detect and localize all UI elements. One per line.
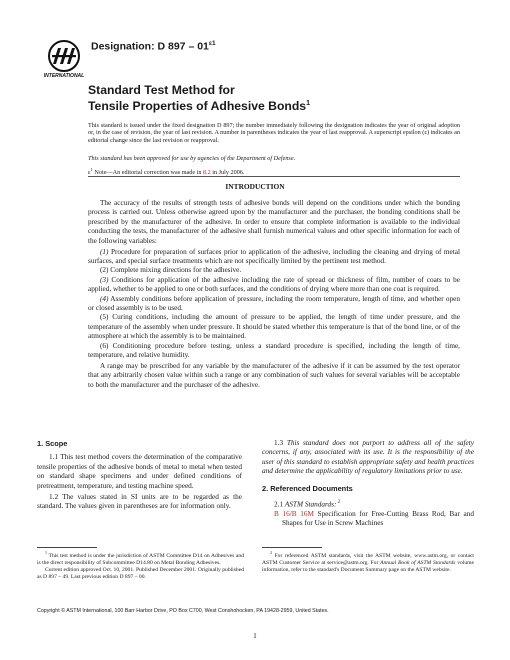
scope-1-3: 1.3 This standard does not purport to address all of the safety concerns, if any, associated with its use. It is the responsibility of the user of this standard to establish appropriate safety and health practices and determine the applicability of regulatory limitations prior to use. [262,439,474,476]
scope-1-1: 1.1 This test method covers the determination of the comparative tensile properties of the adhesive bonds of metal to metal when tested on standard shape specimens and under defined conditions of pretreatment, temperature, and testing machine speed. [37,453,242,490]
introduction-body [88,199,460,390]
footnote-rule [262,547,322,548]
intro-item-6: (6) Conditioning procedure before testing, unless a standard procedure is specified, including the length of time, temperature, and relative humidity. [88,341,460,359]
scope-1-2: 1.2 The values stated in SI units are to be regarded as the standard. The values given in parentheses are for information only. [37,493,242,511]
copyright-line: Copyright © ASTM International, 100 Barr Harbor Drive, PO Box C700, West Conshohocken, PA 19428-2959, United States. [37,608,329,614]
footnote-rule [37,547,97,548]
scope-heading: 1. Scope [37,439,68,448]
approved-note: This standard has been approved for use by agencies of the Department of Defense. [88,155,296,162]
reference-item: B 16/B 16M Specification for Free-Cutting Brass Rod, Bar and Shapes for Use in Screw Machines [274,509,474,528]
footnote-2: $^2$ For referenced ASTM standards, visit the ASTM website, www.astm.org, or contact ASTM Customer Service at service@astm.org. For Annual Book of ASTM Standards volume information, refer to the standard's Document Summary page on the ASTM website. [262,550,474,573]
logo-text: INTERNATIONAL [44,73,84,78]
section-link[interactable]: 8.2 [203,169,211,177]
designation-superscript: ε1 [208,40,216,47]
issued-note: This standard is issued under the fixed designation D 897; the number immediately following the designation indicates the year of original adoption or, in the case of revision, the year of last revision. A number in parentheses indicates the year of last reapproval. A superscript epsilon (ε) indicates an editorial change since the last revision or reapproval. [88,122,460,144]
designation: Designation: D $897 - 01^{\varepsilon 1}$ [91,40,216,53]
intro-item-4: (4) Assembly conditions before application of pressure, including the room temperature, length of time, and whether open or closed assembly is to be used. [88,294,460,312]
divider [88,176,460,177]
reference-link[interactable]: B 16/B 16M [274,509,314,518]
editorial-note: $\varepsilon^1$ Note—An editorial correction was made in 8.2 in July 2006. [88,167,245,177]
title-line-1: Standard Test Method for [88,83,235,97]
intro-item-2: (2) Complete mixing directions for the adhesive. [100,266,242,275]
right-column [262,439,474,529]
left-column [37,439,242,512]
intro-item-5: (5) Curing conditions, including the amount of pressure to be applied, the length of time under pressure, and the temperature of the assembly when under pressure. It should be stated whether this temperature is that of the bond line, or of the atmosphere at which the assembly is to be maintained. [88,313,460,341]
intro-item-3: (3) Conditions for application of the adhesive including the rate of spread or thickness of film, number of coats to be applied, whether to be applied to one or both surfaces, and the conditions of drying where more than one coat is required. [88,275,460,294]
referenced-docs-heading: 2. Referenced Documents [262,483,353,493]
document-title [88,84,448,113]
intro-paragraph-last: A range may be prescribed for any variable by the manufacturer of the adhesive if it can be assumed by the test operator that any arbitrarily chosen value within such a range or any combination of such values for several variables will be acceptable to both the manufacturer and the purchaser of the adhesive. [88,361,460,389]
footnote-1: $^1$ This test method is under the jurisdiction of ASTM Committee D14 on Adhesives and is the direct responsibility of Subcommittee D14.80 on Metal Bonding Adhesives. Current edition approved Oct. 10, 2001. Published December 2001. Originally published as D 897 – 49. Last previous edition D 897 – 00. [37,550,244,580]
intro-item-1: (1) Procedure for preparation of surfaces prior to application of the adhesive, including the cleaning and drying of metal surfaces, and special surface treatments which are not specifically limited by the pertinent test method. [88,247,460,265]
astm-standards-label: 2.1 ASTM Standards: $^2$ [274,500,341,509]
introduction-heading: INTRODUCTION [225,182,285,191]
astm-logo [44,38,84,78]
page-number: 1 [253,631,257,640]
title-line-2: Tensile Properties of Adhesive Bonds$^1$ [88,99,310,114]
intro-paragraph: The accuracy of the results of strength tests of adhesive bonds will depend on the conditions under which the bonding process is carried out. Unless otherwise agreed upon by the manufacturer and the purchaser, the bonding conditions shall be prescribed by the manufacturer of the adhesive. In order to ensure that complete information is available to the individual conducting the tests, the manufacturer of the adhesive shall furnish numerical values and other specific information for each of the following variables: [88,199,460,245]
